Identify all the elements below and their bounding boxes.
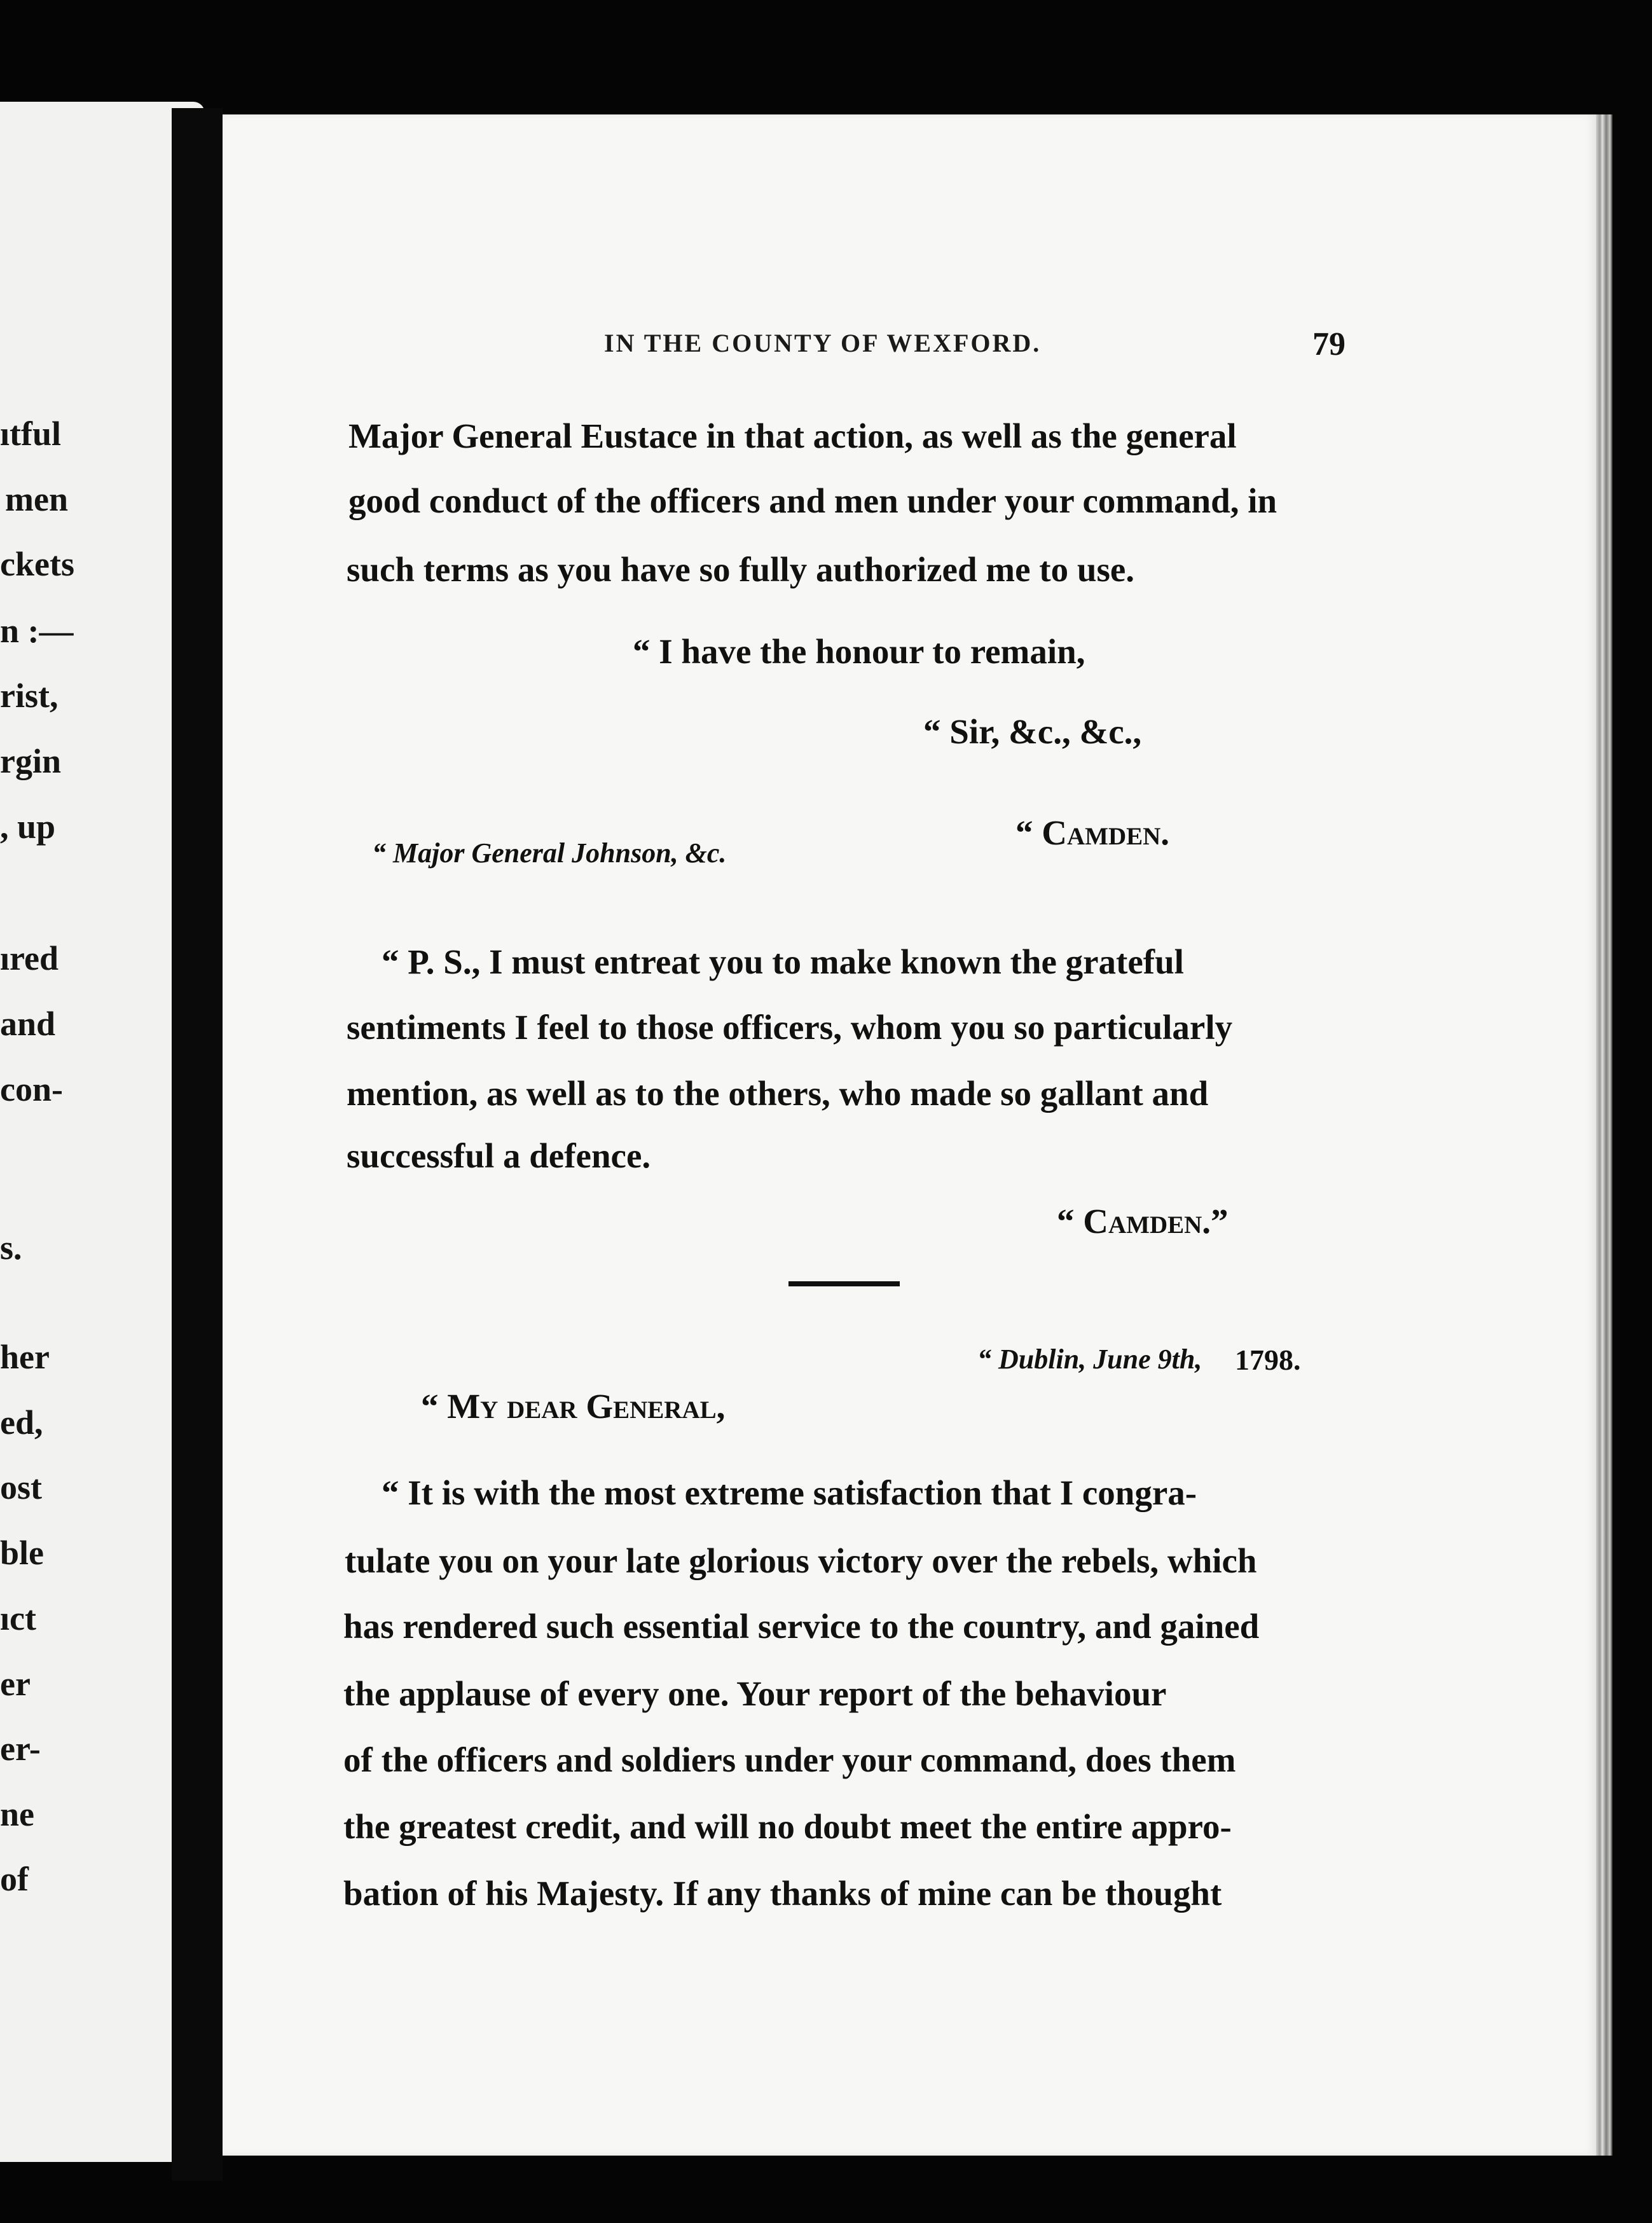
facing-page-fragment: ıred [0,939,59,977]
text-line: good conduct of the officers and men under your command, in [348,481,1277,520]
running-title: IN THE COUNTY OF WEXFORD. [604,329,1042,357]
text-line: such terms as you have so fully authorized me to use. [347,550,1135,589]
text-line: “ It is with the most extreme satisfaction that I congra- [382,1473,1197,1512]
facing-page-fragment: n :— [0,612,74,650]
text-line: “ Sir, &c., &c., [923,712,1142,751]
facing-page-fragment: ost [0,1468,42,1506]
text-line: of the officers and soldiers under your command, does them [343,1740,1236,1779]
facing-page-fragment: rist, [0,677,59,715]
facing-page-fragment: con- [0,1070,63,1108]
page-number: 79 [1312,326,1346,362]
text-line: the greatest credit, and will no doubt meet the entire appro- [343,1807,1232,1846]
facing-page-fragment: rgin [0,742,62,780]
signature: “ Camden. [1015,813,1170,852]
facing-page-fragment: her [0,1338,50,1376]
text-line: “ I have the honour to remain, [633,632,1085,671]
salutation: “ My dear General, [421,1387,726,1426]
text-line: has rendered such essential service to the country, and gained [343,1607,1260,1646]
text-line: tulate you on your late glorious victory over the rebels, which [345,1541,1257,1580]
text-line: mention, as well as to the others, who made so gallant and [347,1074,1209,1113]
book-gutter [172,108,223,2181]
text-line: Major General Eustace in that action, as well as the general [348,416,1237,455]
signature: “ Camden.” [1057,1202,1229,1241]
dateline-year: 1798. [1235,1344,1301,1376]
facing-page-fragment: ıtful [0,415,62,453]
facing-page-fragment: ne [0,1795,34,1833]
facing-page-fragment: s. [0,1228,22,1267]
facing-page-fragment: and [0,1005,56,1043]
facing-page-fragment: er [0,1665,31,1703]
facing-page-fragment: ed, [0,1403,43,1442]
text-line: the applause of every one. Your report of the behaviour [343,1674,1167,1713]
text-line: sentiments I feel to those officers, whom you so particularly [347,1008,1233,1047]
facing-page-fragment: er- [0,1730,41,1768]
facing-page-fragment: ckets [0,545,74,583]
page-edge [1596,114,1613,2156]
facing-page-fragment: of [0,1860,29,1898]
dateline: “ Dublin, June 9th, [977,1344,1202,1375]
text-line: “ P. S., I must entreat you to make known the grateful [382,942,1184,981]
facing-page-fragment: men [5,480,68,518]
text-line: bation of his Majesty. If any thanks of mine can be thought [343,1874,1222,1913]
section-rule [788,1281,900,1286]
addressee: “ Major General Johnson, &c. [372,837,727,869]
facing-page-fragment: , up [0,808,56,846]
facing-page-fragment: ble [0,1534,45,1572]
facing-page-fragment: ıct [0,1599,36,1637]
text-line: successful a defence. [347,1136,651,1175]
